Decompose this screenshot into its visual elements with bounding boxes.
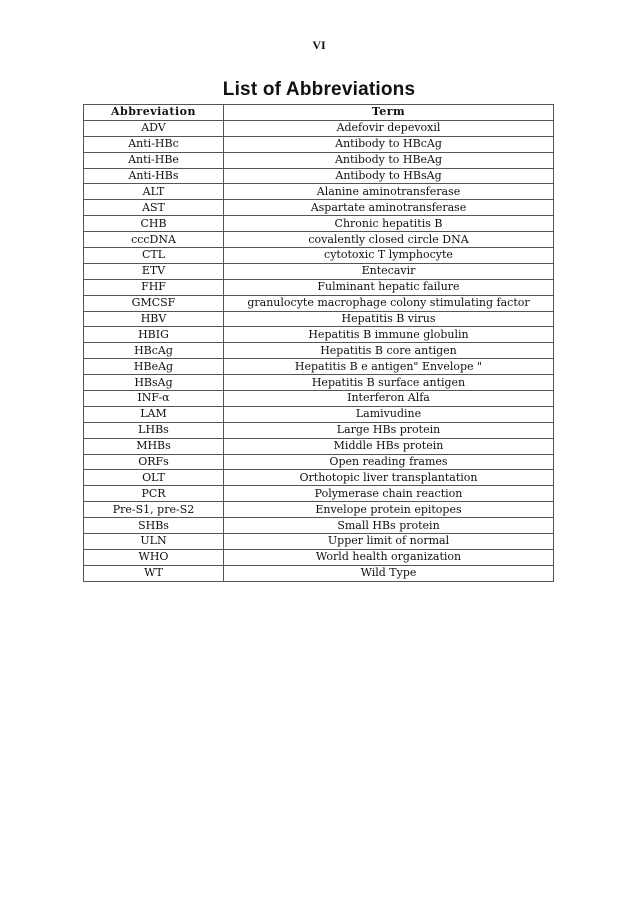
table-row xyxy=(84,470,554,486)
abbreviation-cell: ETV xyxy=(84,263,224,279)
abbreviation-cell: LHBs xyxy=(84,422,224,438)
abbreviation-cell: ALT xyxy=(84,184,224,200)
term-cell: Antibody to HBeAg xyxy=(224,152,554,168)
abbreviation-cell: INF-α xyxy=(84,391,224,407)
term-cell: Interferon Alfa xyxy=(224,391,554,407)
table-row xyxy=(84,184,554,200)
term-cell: Antibody to HBcAg xyxy=(224,136,554,152)
term-cell: Antibody to HBsAg xyxy=(224,168,554,184)
term-cell: cytotoxic T lymphocyte xyxy=(224,248,554,264)
abbreviation-cell: HBsAg xyxy=(84,375,224,391)
table-row xyxy=(84,565,554,581)
term-cell: Lamivudine xyxy=(224,406,554,422)
term-cell: Envelope protein epitopes xyxy=(224,502,554,518)
table-row xyxy=(84,502,554,518)
table-body xyxy=(84,120,554,581)
table-row xyxy=(84,120,554,136)
term-cell: Polymerase chain reaction xyxy=(224,486,554,502)
table-row xyxy=(84,327,554,343)
table-row xyxy=(84,422,554,438)
table-row xyxy=(84,200,554,216)
term-cell: Hepatitis B surface antigen xyxy=(224,375,554,391)
term-cell: Aspartate aminotransferase xyxy=(224,200,554,216)
table-row xyxy=(84,438,554,454)
term-cell: Entecavir xyxy=(224,263,554,279)
term-cell: Hepatitis B core antigen xyxy=(224,343,554,359)
term-cell: Wild Type xyxy=(224,565,554,581)
page-title: List of Abbreviations xyxy=(222,79,416,100)
abbreviation-cell: HBcAg xyxy=(84,343,224,359)
abbreviation-cell: GMCSF xyxy=(84,295,224,311)
table-row xyxy=(84,375,554,391)
abbreviation-cell: FHF xyxy=(84,279,224,295)
abbreviation-cell: CTL xyxy=(84,248,224,264)
table-row xyxy=(84,549,554,565)
table-row xyxy=(84,534,554,550)
abbreviation-cell: OLT xyxy=(84,470,224,486)
column-header-abbreviation: Abbreviation xyxy=(84,105,224,121)
page-number: VI xyxy=(312,38,326,52)
table-row xyxy=(84,152,554,168)
table-row xyxy=(84,295,554,311)
table-row xyxy=(84,311,554,327)
abbreviation-cell: ORFs xyxy=(84,454,224,470)
abbreviation-cell: HBeAg xyxy=(84,359,224,375)
table-row xyxy=(84,216,554,232)
abbreviation-cell: CHB xyxy=(84,216,224,232)
term-cell: Hepatitis B virus xyxy=(224,311,554,327)
term-cell: covalently closed circle DNA xyxy=(224,232,554,248)
abbreviation-cell: HBIG xyxy=(84,327,224,343)
table-row xyxy=(84,263,554,279)
abbreviation-cell: ULN xyxy=(84,534,224,550)
term-cell: Upper limit of normal xyxy=(224,534,554,550)
abbreviation-cell: SHBs xyxy=(84,518,224,534)
term-cell: Open reading frames xyxy=(224,454,554,470)
term-cell: Small HBs protein xyxy=(224,518,554,534)
table-row xyxy=(84,391,554,407)
term-cell: Orthotopic liver transplantation xyxy=(224,470,554,486)
abbreviation-cell: PCR xyxy=(84,486,224,502)
abbreviation-cell: MHBs xyxy=(84,438,224,454)
term-cell: Large HBs protein xyxy=(224,422,554,438)
table-row xyxy=(84,518,554,534)
table-row xyxy=(84,168,554,184)
abbreviation-cell: Pre-S1, pre-S2 xyxy=(84,502,224,518)
abbreviation-cell: AST xyxy=(84,200,224,216)
term-cell: World health organization xyxy=(224,549,554,565)
abbreviations-table xyxy=(83,104,554,582)
term-cell: Hepatitis B e antigen" Envelope " xyxy=(224,359,554,375)
term-cell: Hepatitis B immune globulin xyxy=(224,327,554,343)
table-row xyxy=(84,343,554,359)
table-row xyxy=(84,359,554,375)
term-cell: granulocyte macrophage colony stimulating factor xyxy=(224,295,554,311)
column-header-term: Term xyxy=(224,105,554,121)
abbreviation-cell: LAM xyxy=(84,406,224,422)
table-row xyxy=(84,454,554,470)
table-header-row xyxy=(84,105,554,121)
table-row xyxy=(84,248,554,264)
table-row xyxy=(84,136,554,152)
table-row xyxy=(84,486,554,502)
abbreviation-cell: Anti-HBe xyxy=(84,152,224,168)
abbreviation-cell: cccDNA xyxy=(84,232,224,248)
term-cell: Alanine aminotransferase xyxy=(224,184,554,200)
abbreviation-cell: ADV xyxy=(84,120,224,136)
abbreviation-cell: Anti-HBs xyxy=(84,168,224,184)
abbreviation-cell: Anti-HBc xyxy=(84,136,224,152)
term-cell: Fulminant hepatic failure xyxy=(224,279,554,295)
term-cell: Adefovir depevoxil xyxy=(224,120,554,136)
abbreviation-cell: HBV xyxy=(84,311,224,327)
table-row xyxy=(84,406,554,422)
term-cell: Middle HBs protein xyxy=(224,438,554,454)
abbreviation-cell: WHO xyxy=(84,549,224,565)
abbreviation-cell: WT xyxy=(84,565,224,581)
table-row xyxy=(84,232,554,248)
term-cell: Chronic hepatitis B xyxy=(224,216,554,232)
table-row xyxy=(84,279,554,295)
